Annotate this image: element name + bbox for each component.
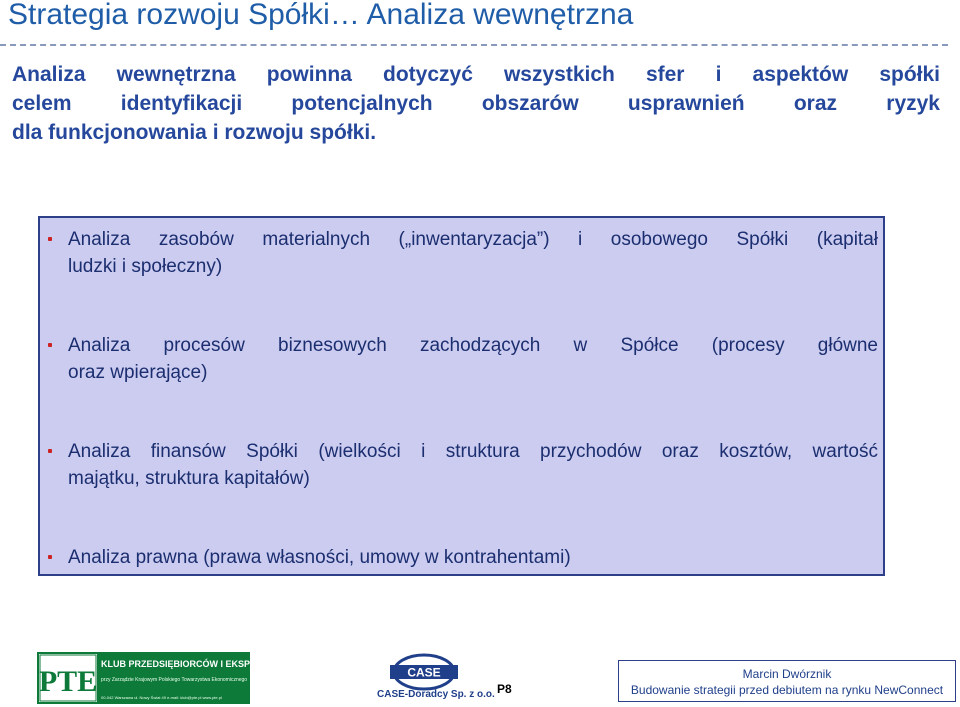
- pte-logo-icon: [39, 654, 97, 702]
- author-info: [618, 660, 956, 702]
- case-company-name: CASE-Doradcy Sp. z o.o.: [377, 689, 495, 700]
- item-text: Analiza zasobów materialnych („inwentaryzacja”) i osobowego Spółki (kapitał: [68, 229, 878, 250]
- item-text-continued: oraz wpierające): [68, 362, 208, 383]
- bullet-icon: [48, 237, 52, 241]
- pte-logo-text: PTE: [39, 665, 97, 698]
- bullet-icon: [48, 449, 52, 453]
- pte-club-subtitle: przy Zarządzie Krajowym Polskiego Towarzystwa Ekonomicznego: [101, 677, 248, 683]
- item-text: Analiza prawna (prawa własności, umowy w kontrahentami): [68, 547, 571, 568]
- item-text-continued: ludzki i społeczny): [68, 256, 223, 277]
- author-name: Marcin Dwórznik: [742, 667, 832, 681]
- analysis-areas-box: [38, 216, 885, 576]
- item-text: Analiza finansów Spółki (wielkości i struktura przychodów oraz kosztów, wartość: [68, 441, 878, 462]
- bullet-icon: [48, 555, 52, 559]
- presentation-title: Budowanie strategii przed debiutem na rynku NewConnect: [630, 683, 944, 697]
- item-text: Analiza procesów biznesowych zachodzących w Spółce (procesy główne: [68, 335, 878, 356]
- item-text-continued: majątku, struktura kapitałów): [68, 468, 310, 489]
- page-number: P8: [497, 682, 512, 696]
- case-logo-text: CASE: [407, 665, 441, 680]
- intro-line-1: Analiza wewnętrzna powinna dotyczyć wszystkich sfer i aspektów spółki: [12, 63, 940, 86]
- pte-club-contact: 00-042 Warszawa ul. Nowy Świat 49 e-mail: klub@pte.pl www.pte.pl: [101, 695, 222, 700]
- pte-club-name: KLUB PRZEDSIĘBIORCÓW I EKSPERTÓW: [101, 659, 284, 669]
- bullet-icon: [48, 343, 52, 347]
- slide-title: Strategia rozwoju Spółki… Analiza wewnętrzna: [8, 0, 634, 31]
- intro-line-3: dla funkcjonowania i rozwoju spółki.: [12, 121, 377, 144]
- title-divider: [0, 44, 948, 46]
- case-logo-icon: [378, 653, 470, 691]
- intro-paragraph: [12, 60, 940, 147]
- pte-club-logo: [37, 652, 284, 704]
- intro-line-2: celem identyfikacji potencjalnych obszarów usprawnień oraz ryzyk: [12, 92, 940, 115]
